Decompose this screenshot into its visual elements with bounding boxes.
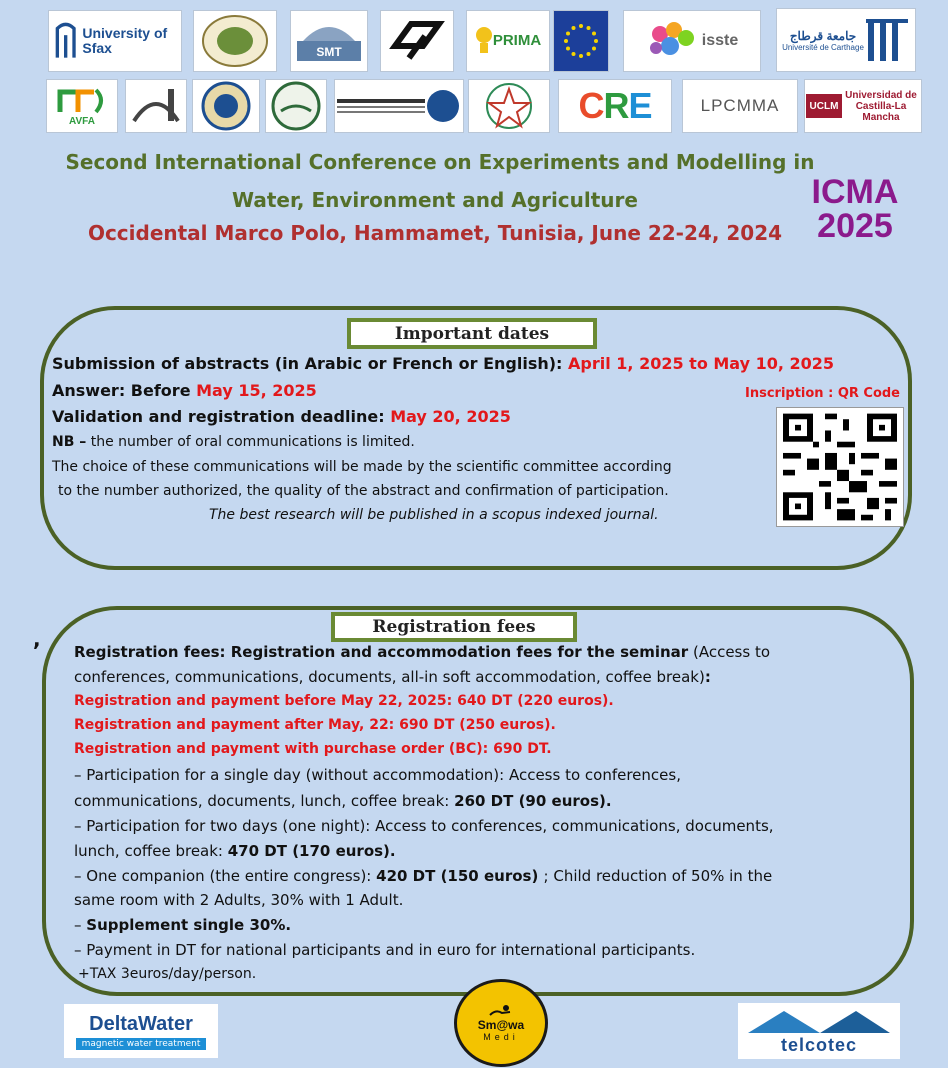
cre-logo: CRE	[558, 79, 672, 133]
columns-icon	[864, 15, 910, 65]
uclm-logo: UCLM Universidad de Castilla-La Mancha	[804, 79, 922, 133]
colorful-brain-icon	[646, 18, 702, 64]
registration-fees-heading: Registration fees	[331, 612, 577, 642]
university-of-sfax-logo: University of Sfax	[48, 10, 182, 72]
institute-building-logo	[125, 79, 187, 133]
choice-line-2: to the number authorized, the quality of the abstract and confirmation of participation.	[58, 483, 669, 499]
smawa-name: Sm@wa	[477, 1018, 525, 1032]
swimmer-icon	[488, 1004, 514, 1018]
supplement-dash: –	[74, 916, 87, 934]
emblem-seal-icon	[200, 13, 270, 69]
smawa-medi-logo	[454, 979, 548, 1067]
early-registration-fee: Registration and payment before May 22, 2025: 640 DT (220 euros).	[74, 693, 614, 709]
two-days-line-1: – Participation for two days (one night): Access to conferences, communications, documents,	[74, 817, 774, 835]
two-days-desc: lunch, coffee break:	[74, 842, 228, 860]
two-days-price: 470 DT (170 euros).	[227, 842, 396, 860]
eu-stars-icon	[561, 21, 601, 61]
ecole-nationale-logo	[334, 79, 464, 133]
smt-dome-icon	[293, 13, 365, 69]
best-research-note: The best research will be published in a scopus indexed journal.	[209, 507, 659, 523]
fees-intro-line-1	[74, 643, 770, 661]
lpcmma-logo: LPCMMA	[682, 79, 798, 133]
prima-logo: PRIMA	[466, 10, 550, 72]
answer-line	[52, 381, 317, 400]
telcotec-roof-icon	[744, 1007, 894, 1035]
isste-logo: isste	[623, 10, 761, 72]
answer-date: May 15, 2025	[196, 381, 317, 400]
nb-line	[52, 434, 415, 450]
smawa-sub: Medi	[483, 1032, 519, 1042]
supplement-line	[74, 916, 291, 934]
agriculture-emblem-logo	[193, 10, 277, 72]
late-registration-fee: Registration and payment after May, 22: 690 DT (250 euros).	[74, 717, 556, 733]
conference-title-line1: Second International Conference on Experiments and Modelling in	[65, 150, 815, 174]
building-arch-icon	[128, 83, 184, 129]
round-seal-logo-1	[192, 79, 260, 133]
stray-comma: ,	[33, 627, 41, 651]
smt-logo	[290, 10, 368, 72]
avfa-logo: AVFA	[46, 79, 118, 133]
supplement-single: Supplement single 30%.	[86, 916, 292, 934]
telcotec-logo	[738, 1003, 900, 1059]
submission-dates: April 1, 2025 to May 10, 2025	[568, 354, 835, 373]
nb-text: the number of oral communications is limited.	[86, 434, 415, 450]
qr-code-icon	[777, 408, 903, 526]
companion-line-1	[74, 867, 772, 885]
fees-intro-colon: :	[704, 668, 711, 686]
single-day-price: 260 DT (90 euros).	[454, 792, 612, 810]
choice-line-1: The choice of these communications will be made by the scientific committee according	[52, 459, 672, 475]
delta-water-name: DeltaWater	[89, 1012, 193, 1035]
geometric-logo	[380, 10, 454, 72]
single-day-line-2	[74, 792, 612, 810]
companion-price: 420 DT (150 euros)	[376, 867, 544, 885]
validation-line	[52, 407, 511, 426]
answer-separator: : Before	[118, 381, 197, 400]
geometric-mark-icon	[389, 16, 445, 66]
answer-label: Answer	[52, 381, 119, 400]
shield-seal-icon	[425, 86, 461, 126]
fees-intro-rest: (Access to	[688, 643, 770, 661]
payment-line: – Payment in DT for national participants and in euro for international participants.	[74, 941, 696, 959]
delta-water-tagline: magnetic water treatment	[76, 1038, 207, 1050]
iav-star-icon	[473, 81, 545, 131]
icma-year: 2025	[817, 207, 893, 245]
conference-title-line2: Water, Environment and Agriculture	[232, 188, 638, 212]
companion-line-2: same room with 2 Adults, 30% with 1 Adult.	[74, 891, 404, 909]
avfa-leaf-icon	[56, 86, 108, 116]
single-day-line-1: – Participation for a single day (without accommodation): Access to conferences,	[74, 766, 681, 784]
svg-text:SMT: SMT	[316, 45, 342, 59]
nb-label: NB –	[52, 434, 87, 450]
validation-date: May 20, 2025	[390, 407, 511, 426]
companion-reduction: ; Child reduction of 50% in the	[543, 867, 773, 885]
validation-label: Validation and registration deadline:	[52, 407, 391, 426]
round-seal-logo-2	[265, 79, 327, 133]
lightbulb-icon	[475, 25, 493, 57]
fees-intro-cont: conferences, communications, documents, all-in soft accommodation, coffee break)	[74, 668, 705, 686]
purchase-order-fee: Registration and payment with purchase order (BC): 690 DT.	[74, 741, 552, 757]
universite-de-carthage-logo: جامعة قرطاج Université de Carthage	[776, 8, 916, 72]
single-day-desc: communications, documents, lunch, coffee break:	[74, 792, 455, 810]
sfax-emblem-icon	[49, 16, 82, 66]
submission-label: Submission of abstracts (in Arabic or French or English):	[52, 354, 569, 373]
registration-qr-code[interactable]	[776, 407, 904, 527]
tax-line: +TAX 3euros/day/person.	[78, 966, 257, 982]
book-seal-icon	[269, 81, 323, 131]
important-dates-heading: Important dates	[347, 318, 597, 349]
fees-intro-line-2	[74, 668, 711, 686]
telcotec-name: telcotec	[780, 1034, 858, 1055]
two-days-line-2	[74, 842, 396, 860]
icma-badge	[810, 175, 900, 243]
iav-hassan-logo	[468, 79, 550, 133]
submission-line	[52, 354, 834, 373]
fees-intro-bold: Registration fees: Registration and accommodation fees for the seminar	[74, 643, 689, 661]
icma-acronym: ICMA	[811, 173, 899, 211]
companion-desc: – One companion (the entire congress):	[74, 867, 377, 885]
qr-label: Inscription : QR Code	[745, 386, 900, 401]
seal-circle-icon	[199, 81, 253, 131]
delta-water-logo	[64, 1004, 218, 1058]
eu-flag-logo	[553, 10, 609, 72]
conference-location: Occidental Marco Polo, Hammamet, Tunisia, June 22-24, 2024	[87, 221, 783, 245]
